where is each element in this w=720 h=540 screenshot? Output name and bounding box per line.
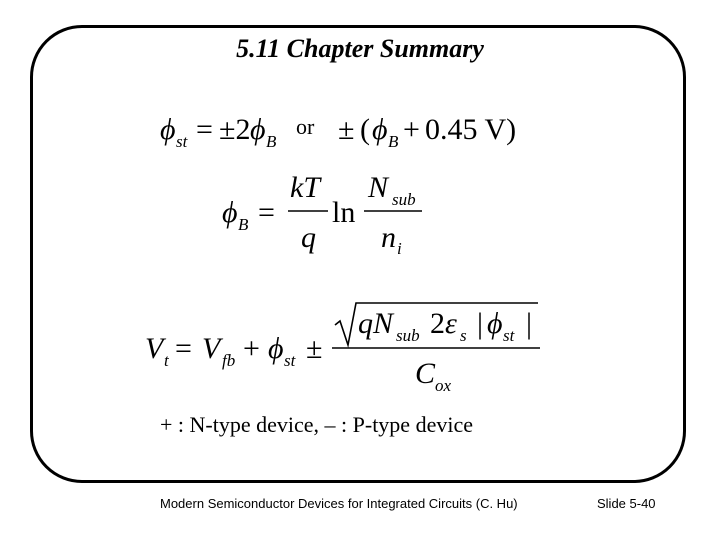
subscript-ox: ox — [435, 376, 452, 395]
subscript-st: st — [176, 132, 188, 151]
subscript-b: B — [388, 132, 399, 151]
subscript-b: B — [238, 215, 249, 234]
plus-minus: ± — [338, 113, 355, 146]
ln-function: ln — [332, 196, 356, 229]
equals-sign: = — [175, 332, 192, 365]
epsilon-symbol: ε — [445, 307, 457, 340]
footer-slide-number: Slide 5-40 — [597, 496, 656, 511]
abs-bar-left: | — [477, 307, 484, 340]
v-symbol: V — [145, 332, 164, 365]
phi-symbol: ϕ — [372, 113, 388, 146]
device-type-note: + : N-type device, – : P-type device — [160, 412, 473, 437]
slide-title: 5.11 Chapter Summary — [236, 34, 484, 63]
subscript-b: B — [266, 132, 277, 151]
plus-minus: ± — [306, 332, 323, 365]
subscript-st: st — [503, 326, 515, 345]
plus-sign: + — [403, 113, 420, 146]
denominator-n: n — [381, 221, 396, 254]
denominator-q: q — [301, 221, 316, 254]
abs-bar-right: | — [526, 307, 533, 340]
plus-sign: + — [243, 332, 260, 365]
subscript-sub: sub — [392, 190, 416, 209]
numerator-qn: qN — [358, 307, 394, 340]
phi-symbol: ϕ — [268, 332, 284, 365]
equals-sign: = — [196, 113, 213, 146]
equation-surface-potential — [160, 113, 516, 151]
equation-threshold-voltage — [145, 303, 540, 395]
value-045v: 0.45 V) — [425, 113, 517, 146]
subscript-fb: fb — [222, 351, 236, 370]
v-symbol: V — [202, 332, 221, 365]
phi-symbol: ϕ — [160, 113, 176, 146]
numeral-two: 2 — [430, 307, 445, 340]
subscript-i: i — [397, 239, 402, 258]
footer-course-title: Modern Semiconductor Devices for Integrated Circuits (C. Hu) — [160, 496, 518, 511]
subscript-st: st — [284, 351, 296, 370]
or-word: or — [296, 114, 315, 139]
equals-sign: = — [258, 196, 275, 229]
left-paren: ( — [360, 113, 370, 146]
subscript-sub: sub — [396, 326, 420, 345]
plus-minus-two: ±2 — [219, 113, 251, 146]
phi-symbol: ϕ — [222, 196, 238, 229]
subscript-t: t — [164, 351, 169, 370]
numerator-n: N — [368, 171, 389, 204]
subscript-s: s — [460, 326, 467, 345]
numerator-kt: kT — [290, 171, 320, 204]
phi-symbol: ϕ — [487, 307, 503, 340]
denominator-c: C — [415, 357, 436, 390]
phi-symbol: ϕ — [250, 113, 266, 146]
equation-phi-b — [222, 171, 422, 258]
